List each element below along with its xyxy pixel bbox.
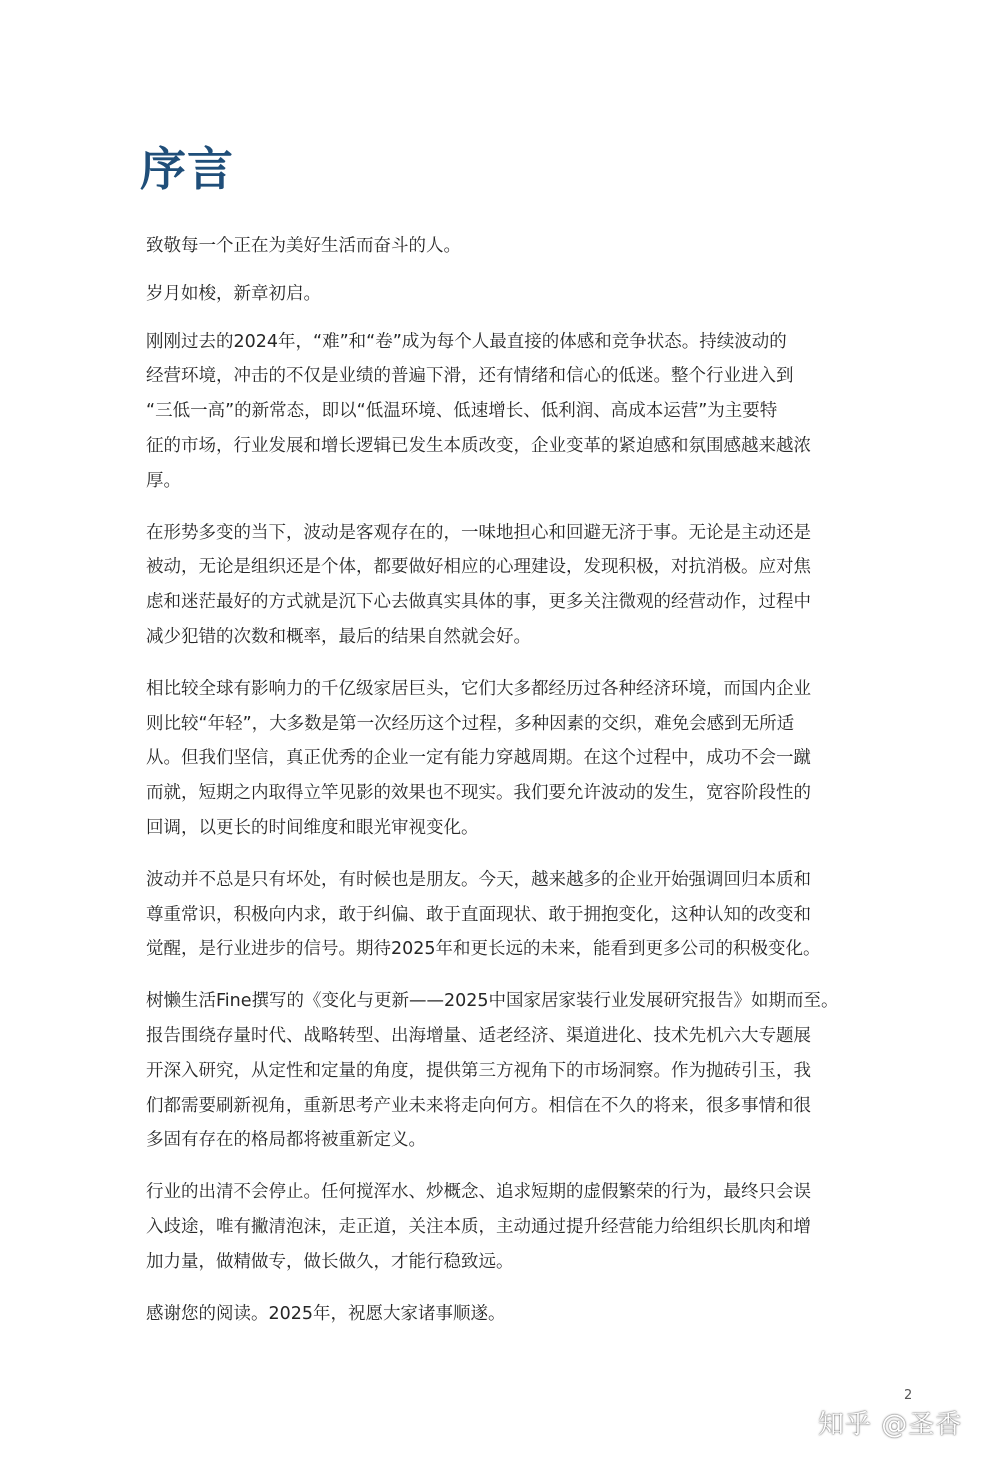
paragraph (146, 325, 891, 499)
text-line: 觉醒，是行业进步的信号。期待2025年和更长远的未来，能看到更多公司的积极变化。 (146, 939, 821, 960)
text-line: 回调，以更长的时间维度和眼光审视变化。 (146, 817, 479, 838)
text-line: 多固有存在的格局都将被重新定义。 (146, 1130, 426, 1151)
paragraph (146, 1175, 891, 1279)
watermark: 知乎 @圣香 (818, 1410, 963, 1440)
text-line: 入歧途，唯有撇清泡沫，走正道，关注本质，主动通过提升经营能力给组织长肌肉和增 (146, 1216, 811, 1237)
text-line: 岁月如梭，新章初启。 (146, 283, 321, 304)
text-line: 相比较全球有影响力的千亿级家居巨头，它们大多都经历过各种经济环境，而国内企业 (146, 678, 811, 699)
paragraph (146, 984, 891, 1158)
text-line: 树懒生活Fine撰写的《变化与更新——2025中国家居家装行业发展研究报告》如期而至。 (146, 991, 839, 1012)
preface-body (146, 229, 891, 1348)
text-line: 行业的出清不会停止。任何搅浑水、炒概念、追求短期的虚假繁荣的行为，最终只会误 (146, 1182, 811, 1203)
paragraph (146, 229, 891, 264)
text-line: 波动并不总是只有坏处，有时候也是朋友。今天，越来越多的企业开始强调回归本质和 (146, 869, 811, 890)
text-line: 而就，短期之内取得立竿见影的效果也不现实。我们要允许波动的发生，宽容阶段性的 (146, 783, 811, 804)
paragraph (146, 1297, 891, 1332)
paragraph (146, 863, 891, 967)
text-line: 开深入研究，从定性和定量的角度，提供第三方视角下的市场洞察。作为抛砖引玉，我 (146, 1060, 811, 1081)
text-line: “三低一高”的新常态，即以“低温环境、低速增长、低利润、高成本运营”为主要特 (146, 401, 778, 422)
text-line: 在形势多变的当下，波动是客观存在的，一味地担心和回避无济于事。无论是主动还是 (146, 522, 811, 543)
text-line: 则比较“年轻”，大多数是第一次经历这个过程，多种因素的交织，难免会感到无所适 (146, 713, 795, 734)
text-line: 被动，无论是组织还是个体，都要做好相应的心理建设，发现积极，对抗消极。应对焦 (146, 557, 811, 578)
text-line: 致敬每一个正在为美好生活而奋斗的人。 (146, 236, 461, 256)
text-line: 刚刚过去的2024年，“难”和“卷”成为每个人最直接的体感和竞争状态。持续波动的 (146, 331, 787, 352)
page-title: 序言 (140, 142, 234, 196)
text-line: 们都需要刷新视角，重新思考产业未来将走向何方。相信在不久的将来，很多事情和很 (146, 1095, 811, 1116)
text-line: 虑和迷茫最好的方式就是沉下心去做真实具体的事，更多关注微观的经营动作，过程中 (146, 592, 811, 613)
text-line: 征的市场，行业发展和增长逻辑已发生本质改变，企业变革的紧迫感和氛围感越来越浓 (146, 435, 811, 456)
text-line: 感谢您的阅读。2025年，祝愿大家诸事顺遂。 (146, 1303, 506, 1324)
text-line: 加力量，做精做专，做长做久，才能行稳致远。 (146, 1251, 514, 1272)
paragraph (146, 672, 891, 846)
text-line: 从。但我们坚信，真正优秀的企业一定有能力穿越周期。在这个过程中，成功不会一蹴 (146, 748, 811, 769)
text-line: 厚。 (146, 470, 181, 491)
text-line: 减少犯错的次数和概率，最后的结果自然就会好。 (146, 626, 531, 647)
text-line: 报告围绕存量时代、战略转型、出海增量、适老经济、渠道进化、技术先机六大专题展 (146, 1025, 811, 1046)
text-line: 经营环境，冲击的不仅是业绩的普遍下滑，还有情绪和信心的低迷。整个行业进入到 (146, 366, 794, 387)
text-line: 尊重常识，积极向内求，敢于纠偏、敢于直面现状、敢于拥抱变化，这种认知的改变和 (146, 904, 811, 925)
page-number: 2 (904, 1388, 913, 1403)
paragraph (146, 516, 891, 655)
paragraph (146, 277, 891, 312)
